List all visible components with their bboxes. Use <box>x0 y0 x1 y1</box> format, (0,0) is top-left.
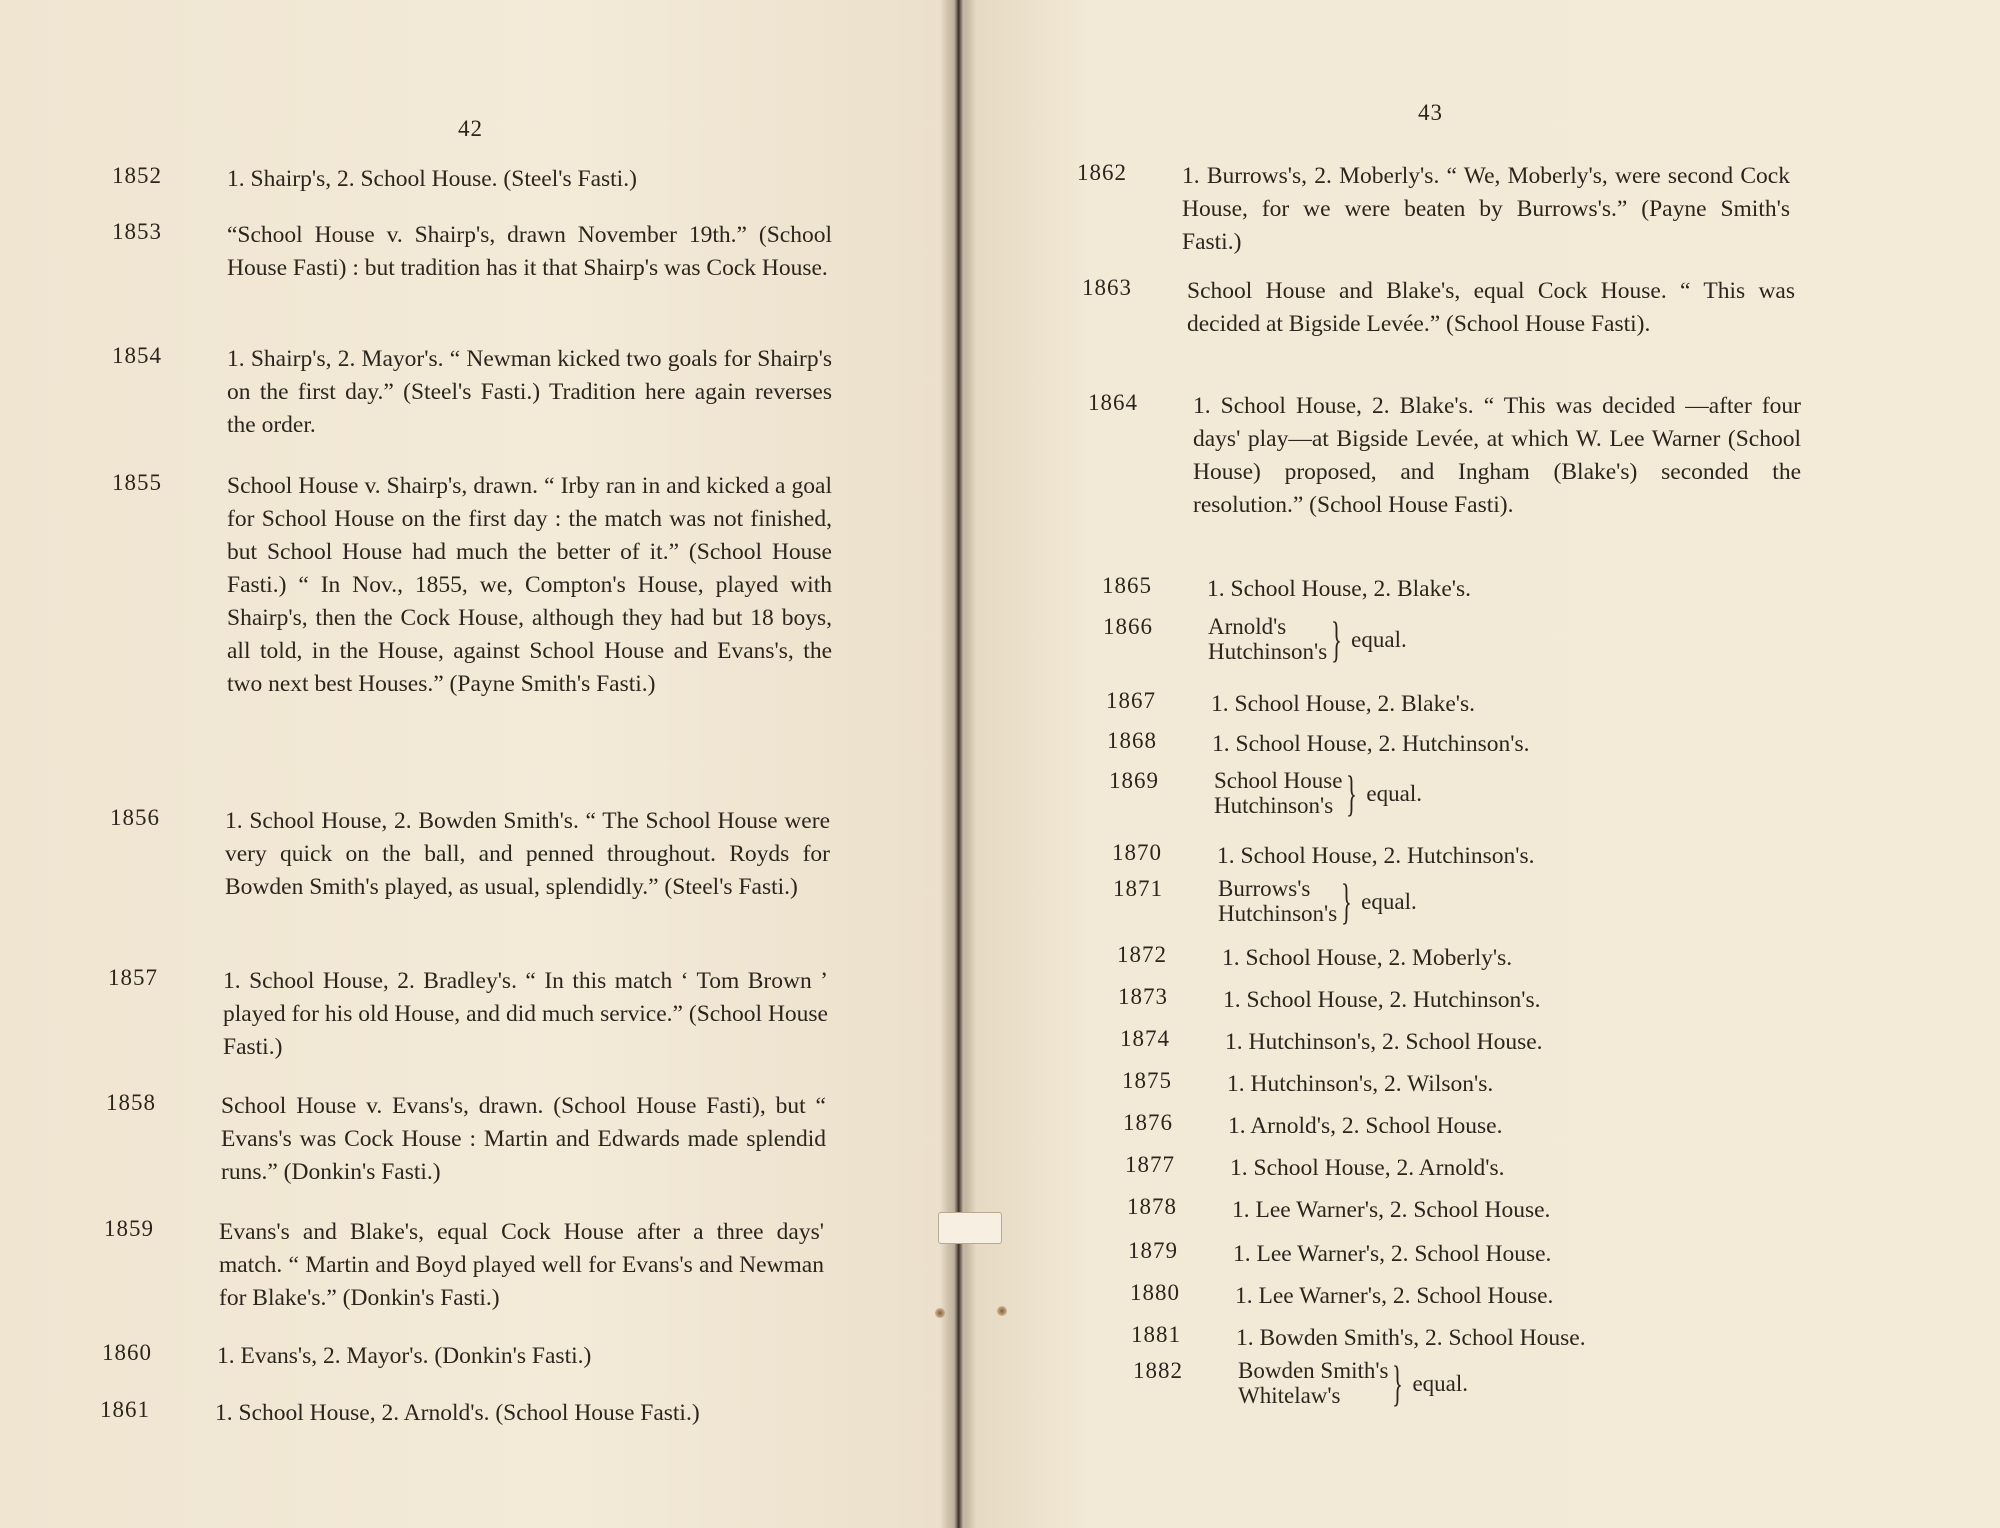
entry-year: 1861 <box>100 1397 150 1422</box>
entry-text: 1. School House, 2. Blake's. “ This was decided —after four days' play—at Bigside Levée, at which W. Lee Warner (School House) proposed, and Ingham (Blake's) seconded the resolution.” (School House Fasti). <box>1193 393 1801 518</box>
equal-pair <box>1214 765 1822 821</box>
entry-text: School House and Blake's, equal Cock House. “ This was decided at Bigside Levée.” (School House Fasti). <box>1187 278 1795 337</box>
house-name: Burrows's <box>1218 876 1311 901</box>
entry-year: 1871 <box>1113 876 1163 901</box>
entry-text: 1. Bowden Smith's, 2. School House. <box>1236 1325 1586 1351</box>
entry-text: 1. School House, 2. Blake's. <box>1211 691 1476 717</box>
entry-text: 1. Lee Warner's, 2. School House. <box>1233 1241 1552 1267</box>
entry-year: 1876 <box>1123 1110 1173 1135</box>
entry-year: 1856 <box>110 805 160 830</box>
result: equal. <box>1351 626 1407 652</box>
entry-year: 1860 <box>102 1340 152 1365</box>
entry-text: School House v. Evans's, drawn. (School House Fasti), but “ Evans's was Cock House : Martin and Edwards made splendid runs.” (Donkin's Fasti.) <box>221 1093 826 1185</box>
entry-year: 1877 <box>1125 1152 1175 1177</box>
entry-year: 1878 <box>1127 1194 1177 1219</box>
entry-year: 1880 <box>1130 1280 1180 1305</box>
page-number: 43 <box>1418 100 1443 125</box>
entry-text: 1. Lee Warner's, 2. School House. <box>1235 1283 1554 1309</box>
entry-text: 1. School House, 2. Arnold's. <box>1230 1155 1505 1181</box>
entry-text: 1. School House, 2. Blake's. <box>1207 576 1472 602</box>
entry-text: 1. School House, 2. Hutchinson's. <box>1223 987 1541 1013</box>
entry-text: 1. School House, 2. Bradley's. “ In this match ‘ Tom Brown ’ played for his old House, and did much service.” (School House Fasti.) <box>223 968 828 1060</box>
entry-text: 1. Shairp's, 2. Mayor's. “ Newman kicked two goals for Shairp's on the first day.” (Steel's Fasti.) Tradition here again reverses the order. <box>227 346 832 438</box>
entry-year: 1858 <box>106 1090 156 1115</box>
entry-text: 1. School House, 2. Hutchinson's. <box>1212 731 1530 757</box>
entry-year: 1855 <box>112 470 162 495</box>
house-name: School House <box>1214 768 1343 793</box>
house-name: Hutchinson's <box>1218 901 1338 926</box>
entry-year: 1853 <box>112 219 162 244</box>
entry-year: 1862 <box>1077 160 1127 185</box>
left-page <box>0 0 950 1528</box>
pair-names <box>1238 1358 1388 1408</box>
entry-text: Evans's and Blake's, equal Cock House after a three days' match. “ Martin and Boyd played well for Evans's and Newman for Blake's.” (Donkin's Fasti.) <box>219 1219 824 1311</box>
house-name: Bowden Smith's <box>1238 1358 1389 1383</box>
entry-text: 1. Hutchinson's, 2. Wilson's. <box>1227 1071 1494 1097</box>
entry-text: 1. Evans's, 2. Mayor's. (Donkin's Fasti.) <box>217 1343 592 1369</box>
result: equal. <box>1361 888 1417 914</box>
entry-text: 1. School House, 2. Arnold's. (School House Fasti.) <box>215 1400 700 1426</box>
result: equal. <box>1366 780 1422 806</box>
entry-year: 1859 <box>104 1216 154 1241</box>
entry-text: 1. Shairp's, 2. School House. (Steel's Fasti.) <box>227 166 637 192</box>
entry-year: 1866 <box>1103 614 1153 639</box>
page-number: 42 <box>458 116 483 141</box>
equal-pair <box>1238 1355 1846 1411</box>
house-name: Arnold's <box>1208 614 1287 639</box>
entry-text: 1. Burrows's, 2. Moberly's. “ We, Moberly's, were second Cock House, for we were beaten by Burrows's.” (Payne Smith's Fasti.) <box>1182 163 1790 255</box>
entry-year: 1870 <box>1112 840 1162 865</box>
house-name: Hutchinson's <box>1208 639 1328 664</box>
entry-text: “School House v. Shairp's, drawn November 19th.” (School House Fasti) : but tradition has it that Shairp's was Cock House. <box>227 222 832 281</box>
entry-text: 1. School House, 2. Hutchinson's. <box>1217 843 1535 869</box>
entry-year: 1868 <box>1107 728 1157 753</box>
entry-year: 1874 <box>1120 1026 1170 1051</box>
house-name: Whitelaw's <box>1238 1383 1341 1408</box>
entry-text: School House v. Shairp's, drawn. “ Irby ran in and kicked a goal for School House on the first day : the match was not finished, but School House had much the better of it.” (School House Fasti.) “ In Nov., 1855, we, Compton's House, played with Shairp's, then the Cock House, although they had but 18 boys, all told, in the House, against School House and Evans's, the two next best Houses.” (Payne Smith's Fasti.) <box>227 473 832 697</box>
entry-year: 1865 <box>1102 573 1152 598</box>
brace-icon: } <box>1392 1355 1404 1411</box>
brace-icon: } <box>1341 873 1352 929</box>
pair-names <box>1208 614 1327 664</box>
pair-names <box>1218 876 1337 926</box>
entry-year: 1854 <box>112 343 162 368</box>
entry-year: 1863 <box>1082 275 1132 300</box>
entry-text: 1. Hutchinson's, 2. School House. <box>1225 1029 1543 1055</box>
house-name: Hutchinson's <box>1214 793 1334 818</box>
brace-icon: } <box>1331 611 1342 667</box>
entry-year: 1869 <box>1109 768 1159 793</box>
book-gutter <box>940 0 976 1528</box>
entry-year: 1875 <box>1122 1068 1172 1093</box>
entry-text: 1. Arnold's, 2. School House. <box>1228 1113 1503 1139</box>
pair-names <box>1214 768 1342 818</box>
entry-year: 1872 <box>1117 942 1167 967</box>
entry-text: 1. School House, 2. Bowden Smith's. “ The School House were very quick on the ball, and penned throughout. Royds for Bowden Smith's played, as usual, splendidly.” (Steel's Fasti.) <box>225 808 830 900</box>
entry-year: 1857 <box>108 965 158 990</box>
entry-year: 1881 <box>1131 1322 1181 1347</box>
entry-text: 1. Lee Warner's, 2. School House. <box>1232 1197 1551 1223</box>
entry-year: 1864 <box>1088 390 1138 415</box>
result: equal. <box>1412 1370 1469 1396</box>
entry-year: 1852 <box>112 163 162 188</box>
equal-pair <box>1208 611 1816 667</box>
entry-text: 1. School House, 2. Moberly's. <box>1222 945 1513 971</box>
entry-year: 1867 <box>1106 688 1156 713</box>
entry-year: 1882 <box>1133 1358 1183 1383</box>
right-page <box>965 0 2000 1528</box>
entry-year: 1879 <box>1128 1238 1178 1263</box>
stain-spot <box>997 1306 1007 1316</box>
binding-tear <box>938 1212 1002 1244</box>
stain-spot <box>935 1308 945 1318</box>
equal-pair <box>1218 873 1826 929</box>
entry-year: 1873 <box>1118 984 1168 1009</box>
brace-icon: } <box>1346 765 1358 821</box>
